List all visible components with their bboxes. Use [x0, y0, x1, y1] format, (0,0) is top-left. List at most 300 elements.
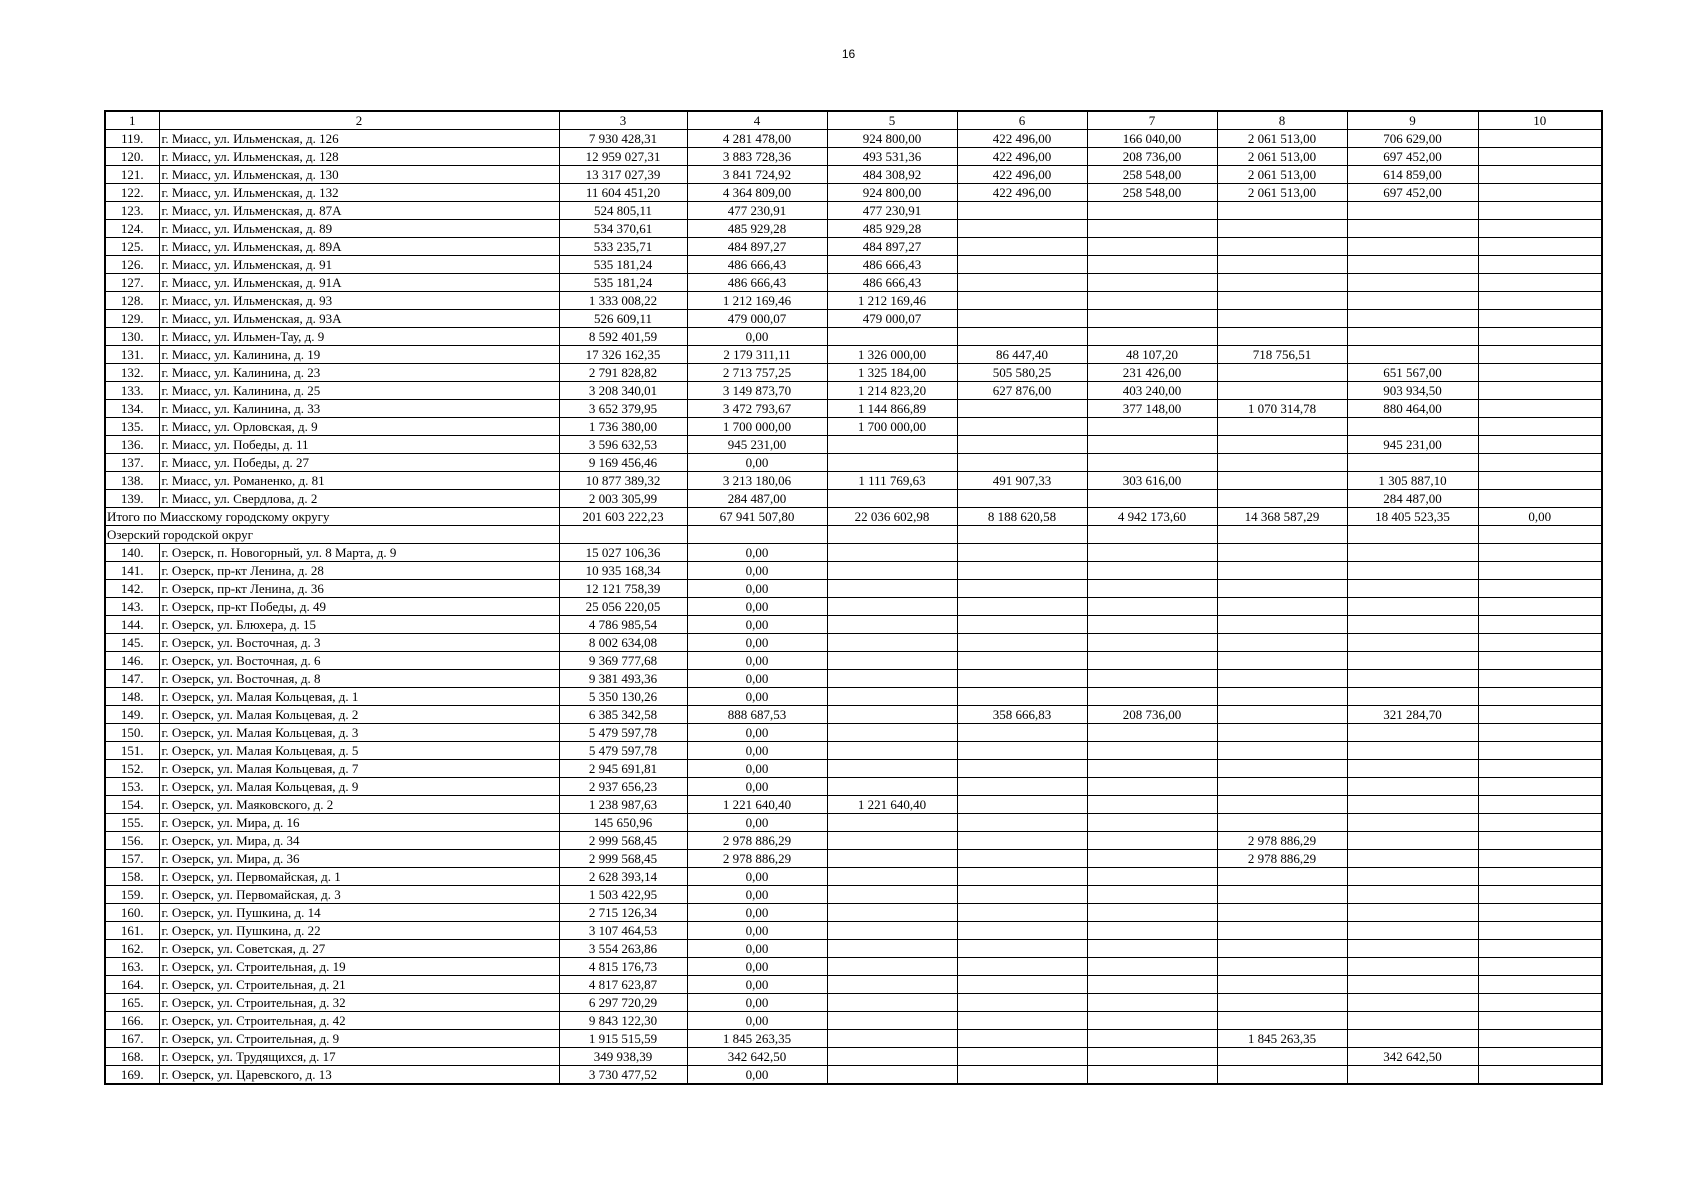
value-cell-col-3: 13 317 027,39 [559, 166, 687, 184]
value-cell-col-3: 524 805,11 [559, 202, 687, 220]
value-cell-col-4: 3 472 793,67 [687, 400, 827, 418]
value-cell-col-9 [1347, 796, 1478, 814]
value-cell-col-4: 945 231,00 [687, 436, 827, 454]
table-row [105, 436, 1602, 454]
value-cell-col-3: 6 385 342,58 [559, 706, 687, 724]
value-cell-col-4: 479 000,07 [687, 310, 827, 328]
address-cell: г. Миасс, ул. Калинина, д. 19 [159, 346, 559, 364]
value-cell-col-9 [1347, 922, 1478, 940]
table-row [105, 400, 1602, 418]
value-cell-col-9 [1347, 418, 1478, 436]
value-cell-col-6 [957, 490, 1087, 508]
value-cell-col-8 [1217, 634, 1347, 652]
value-cell-col-7 [1087, 490, 1217, 508]
value-cell-col-3: 145 650,96 [559, 814, 687, 832]
value-cell-col-6 [957, 922, 1087, 940]
address-cell: г. Озерск, ул. Пушкина, д. 22 [159, 922, 559, 940]
row-number: 124. [105, 220, 159, 238]
value-cell-col-5 [827, 616, 957, 634]
value-cell-col-4: 888 687,53 [687, 706, 827, 724]
value-cell-col-9 [1347, 670, 1478, 688]
value-cell-col-3: 5 350 130,26 [559, 688, 687, 706]
address-cell: г. Миасс, ул. Свердлова, д. 2 [159, 490, 559, 508]
value-cell-col-6: 627 876,00 [957, 382, 1087, 400]
table-row [105, 850, 1602, 868]
value-cell-col-4: 0,00 [687, 724, 827, 742]
value-cell-col-5: 1 212 169,46 [827, 292, 957, 310]
address-cell: г. Озерск, п. Новогорный, ул. 8 Марта, д. 9 [159, 544, 559, 562]
row-number: 152. [105, 760, 159, 778]
value-cell-col-7: 377 148,00 [1087, 400, 1217, 418]
row-number: 136. [105, 436, 159, 454]
value-cell-col-10 [1478, 526, 1602, 544]
row-number: 168. [105, 1048, 159, 1066]
value-cell-col-3: 2 999 568,45 [559, 850, 687, 868]
value-cell-col-9: 614 859,00 [1347, 166, 1478, 184]
table-row [105, 976, 1602, 994]
value-cell-col-7 [1087, 634, 1217, 652]
value-cell-col-6 [957, 940, 1087, 958]
value-cell-col-4: 4 364 809,00 [687, 184, 827, 202]
table-row [105, 652, 1602, 670]
value-cell-col-8: 2 061 513,00 [1217, 130, 1347, 148]
value-cell-col-8 [1217, 526, 1347, 544]
value-cell-col-9: 284 487,00 [1347, 490, 1478, 508]
table-row [105, 580, 1602, 598]
value-cell-col-10 [1478, 868, 1602, 886]
value-cell-col-3: 7 930 428,31 [559, 130, 687, 148]
row-number: 156. [105, 832, 159, 850]
value-cell-col-4: 0,00 [687, 904, 827, 922]
value-cell-col-7 [1087, 598, 1217, 616]
value-cell-col-3: 17 326 162,35 [559, 346, 687, 364]
value-cell-col-9 [1347, 238, 1478, 256]
value-cell-col-9 [1347, 688, 1478, 706]
value-cell-col-7 [1087, 796, 1217, 814]
total-label: Итого по Миасскому городскому округу [105, 508, 559, 526]
table-row [105, 220, 1602, 238]
table-row [105, 688, 1602, 706]
value-cell-col-9 [1347, 220, 1478, 238]
table-row [105, 148, 1602, 166]
value-cell-col-3: 25 056 220,05 [559, 598, 687, 616]
value-cell-col-5: 1 214 823,20 [827, 382, 957, 400]
value-cell-col-10 [1478, 400, 1602, 418]
table-row [105, 544, 1602, 562]
value-cell-col-5: 486 666,43 [827, 256, 957, 274]
value-cell-col-4: 0,00 [687, 868, 827, 886]
value-cell-col-3: 3 208 340,01 [559, 382, 687, 400]
column-header-2: 2 [159, 111, 559, 130]
row-number: 145. [105, 634, 159, 652]
table-row [105, 364, 1602, 382]
value-cell-col-3: 8 002 634,08 [559, 634, 687, 652]
value-cell-col-7 [1087, 274, 1217, 292]
value-cell-col-9 [1347, 652, 1478, 670]
value-cell-col-10 [1478, 832, 1602, 850]
value-cell-col-3: 5 479 597,78 [559, 724, 687, 742]
value-cell-col-9 [1347, 760, 1478, 778]
value-cell-col-8: 1 070 314,78 [1217, 400, 1347, 418]
value-cell-col-4: 1 845 263,35 [687, 1030, 827, 1048]
value-cell-col-7: 303 616,00 [1087, 472, 1217, 490]
value-cell-col-3: 12 121 758,39 [559, 580, 687, 598]
value-cell-col-7 [1087, 832, 1217, 850]
value-cell-col-4: 0,00 [687, 886, 827, 904]
table-row [105, 706, 1602, 724]
row-number: 146. [105, 652, 159, 670]
address-cell: г. Озерск, ул. Мира, д. 34 [159, 832, 559, 850]
value-cell-col-9: 1 305 887,10 [1347, 472, 1478, 490]
value-cell-col-5 [827, 544, 957, 562]
value-cell-col-7 [1087, 742, 1217, 760]
address-cell: г. Миасс, ул. Ильменская, д. 89 [159, 220, 559, 238]
value-cell-col-10 [1478, 544, 1602, 562]
column-header-1: 1 [105, 111, 159, 130]
value-cell-col-9 [1347, 292, 1478, 310]
value-cell-col-3: 533 235,71 [559, 238, 687, 256]
value-cell-col-6 [957, 454, 1087, 472]
value-cell-col-8 [1217, 382, 1347, 400]
row-number: 130. [105, 328, 159, 346]
address-cell: г. Озерск, ул. Пушкина, д. 14 [159, 904, 559, 922]
value-cell-col-3: 1 503 422,95 [559, 886, 687, 904]
value-cell-col-8 [1217, 220, 1347, 238]
value-cell-col-10 [1478, 418, 1602, 436]
address-cell: г. Миасс, ул. Калинина, д. 33 [159, 400, 559, 418]
row-number: 142. [105, 580, 159, 598]
address-cell: г. Озерск, ул. Малая Кольцевая, д. 3 [159, 724, 559, 742]
value-cell-col-3: 4 817 623,87 [559, 976, 687, 994]
address-cell: г. Озерск, ул. Восточная, д. 6 [159, 652, 559, 670]
value-cell-col-3: 3 596 632,53 [559, 436, 687, 454]
row-number: 148. [105, 688, 159, 706]
address-cell: г. Озерск, ул. Строительная, д. 9 [159, 1030, 559, 1048]
value-cell-col-10 [1478, 184, 1602, 202]
value-cell-col-9: 651 567,00 [1347, 364, 1478, 382]
value-cell-col-8 [1217, 904, 1347, 922]
row-number: 140. [105, 544, 159, 562]
value-cell-col-9 [1347, 940, 1478, 958]
value-cell-col-3: 4 815 176,73 [559, 958, 687, 976]
value-cell-col-9 [1347, 598, 1478, 616]
row-number: 147. [105, 670, 159, 688]
value-cell-col-6 [957, 634, 1087, 652]
value-cell-col-5 [827, 436, 957, 454]
row-number: 121. [105, 166, 159, 184]
table-row [105, 454, 1602, 472]
value-cell-col-7 [1087, 652, 1217, 670]
address-cell: г. Озерск, ул. Строительная, д. 21 [159, 976, 559, 994]
value-cell-col-5 [827, 922, 957, 940]
value-cell-col-9 [1347, 958, 1478, 976]
value-cell-col-4: 484 897,27 [687, 238, 827, 256]
value-cell-col-5: 479 000,07 [827, 310, 957, 328]
value-cell-col-6 [957, 814, 1087, 832]
value-cell-col-9 [1347, 868, 1478, 886]
value-cell-col-5 [827, 814, 957, 832]
value-cell-col-8 [1217, 454, 1347, 472]
value-cell-col-3: 10 935 168,34 [559, 562, 687, 580]
value-cell-col-6 [957, 832, 1087, 850]
value-cell-col-5: 1 325 184,00 [827, 364, 957, 382]
address-cell: г. Миасс, ул. Победы, д. 27 [159, 454, 559, 472]
value-cell-col-7 [1087, 850, 1217, 868]
value-cell-col-9 [1347, 310, 1478, 328]
row-number: 169. [105, 1066, 159, 1085]
address-cell: г. Озерск, ул. Мира, д. 36 [159, 850, 559, 868]
value-cell-col-7: 48 107,20 [1087, 346, 1217, 364]
value-cell-col-3: 9 369 777,68 [559, 652, 687, 670]
address-cell: г. Озерск, ул. Восточная, д. 8 [159, 670, 559, 688]
value-cell-col-4: 2 179 311,11 [687, 346, 827, 364]
column-header-5: 5 [827, 111, 957, 130]
value-cell-col-10 [1478, 814, 1602, 832]
value-cell-col-4 [687, 526, 827, 544]
value-cell-col-6 [957, 850, 1087, 868]
address-cell: г. Миасс, ул. Ильменская, д. 128 [159, 148, 559, 166]
value-cell-col-3: 6 297 720,29 [559, 994, 687, 1012]
row-number: 158. [105, 868, 159, 886]
table-row [105, 1048, 1602, 1066]
address-cell: г. Озерск, ул. Восточная, д. 3 [159, 634, 559, 652]
table-row [105, 238, 1602, 256]
row-number: 138. [105, 472, 159, 490]
value-cell-col-9 [1347, 544, 1478, 562]
value-cell-col-3: 535 181,24 [559, 274, 687, 292]
value-cell-col-5 [827, 454, 957, 472]
value-cell-col-8: 2 978 886,29 [1217, 832, 1347, 850]
value-cell-col-5 [827, 1012, 957, 1030]
address-cell: г. Озерск, ул. Блюхера, д. 15 [159, 616, 559, 634]
value-cell-col-5: 486 666,43 [827, 274, 957, 292]
value-cell-col-7 [1087, 1048, 1217, 1066]
value-cell-col-7 [1087, 328, 1217, 346]
value-cell-col-10 [1478, 958, 1602, 976]
value-cell-col-4: 0,00 [687, 922, 827, 940]
value-cell-col-8: 2 061 513,00 [1217, 184, 1347, 202]
value-cell-col-3: 5 479 597,78 [559, 742, 687, 760]
value-cell-col-5 [827, 688, 957, 706]
value-cell-col-10 [1478, 742, 1602, 760]
value-cell-col-6 [957, 742, 1087, 760]
row-number: 133. [105, 382, 159, 400]
value-cell-col-7 [1087, 976, 1217, 994]
value-cell-col-3: 2 937 656,23 [559, 778, 687, 796]
value-cell-col-6: 491 907,33 [957, 472, 1087, 490]
value-cell-col-9 [1347, 886, 1478, 904]
value-cell-col-4: 0,00 [687, 1012, 827, 1030]
row-number: 134. [105, 400, 159, 418]
value-cell-col-9 [1347, 1066, 1478, 1085]
value-cell-col-6 [957, 886, 1087, 904]
row-number: 157. [105, 850, 159, 868]
value-cell-col-6 [957, 400, 1087, 418]
value-cell-col-10 [1478, 940, 1602, 958]
address-cell: г. Миасс, ул. Ильменская, д. 130 [159, 166, 559, 184]
value-cell-col-6 [957, 688, 1087, 706]
value-cell-col-10 [1478, 976, 1602, 994]
address-cell: г. Миасс, ул. Ильменская, д. 132 [159, 184, 559, 202]
value-cell-col-4: 0,00 [687, 670, 827, 688]
value-cell-col-10 [1478, 454, 1602, 472]
value-cell-col-7 [1087, 544, 1217, 562]
row-number: 126. [105, 256, 159, 274]
value-cell-col-5 [827, 328, 957, 346]
value-cell-col-5: 493 531,36 [827, 148, 957, 166]
table-row [105, 940, 1602, 958]
value-cell-col-7 [1087, 922, 1217, 940]
value-cell-col-3: 1 915 515,59 [559, 1030, 687, 1048]
value-cell-col-9 [1347, 346, 1478, 364]
value-cell-col-9 [1347, 724, 1478, 742]
value-cell-col-8 [1217, 742, 1347, 760]
value-cell-col-6 [957, 580, 1087, 598]
address-cell: г. Миасс, ул. Ильменская, д. 126 [159, 130, 559, 148]
value-cell-col-8: 2 061 513,00 [1217, 166, 1347, 184]
value-cell-col-10 [1478, 796, 1602, 814]
value-cell-col-4: 3 883 728,36 [687, 148, 827, 166]
value-cell-col-3: 11 604 451,20 [559, 184, 687, 202]
value-cell-col-4: 67 941 507,80 [687, 508, 827, 526]
value-cell-col-8 [1217, 274, 1347, 292]
value-cell-col-9 [1347, 742, 1478, 760]
row-number: 122. [105, 184, 159, 202]
row-number: 150. [105, 724, 159, 742]
table-row [105, 490, 1602, 508]
value-cell-col-5 [827, 760, 957, 778]
value-cell-col-4: 486 666,43 [687, 274, 827, 292]
value-cell-col-4: 0,00 [687, 580, 827, 598]
table-row [105, 292, 1602, 310]
value-cell-col-4: 342 642,50 [687, 1048, 827, 1066]
row-number: 120. [105, 148, 159, 166]
row-number: 159. [105, 886, 159, 904]
value-cell-col-4: 477 230,91 [687, 202, 827, 220]
value-cell-col-5 [827, 670, 957, 688]
value-cell-col-6 [957, 670, 1087, 688]
value-cell-col-5: 477 230,91 [827, 202, 957, 220]
value-cell-col-8 [1217, 940, 1347, 958]
address-cell: г. Миасс, ул. Ильменская, д. 87А [159, 202, 559, 220]
value-cell-col-3: 2 715 126,34 [559, 904, 687, 922]
column-header-7: 7 [1087, 111, 1217, 130]
value-cell-col-5: 1 326 000,00 [827, 346, 957, 364]
value-cell-col-6 [957, 238, 1087, 256]
value-cell-col-6 [957, 958, 1087, 976]
row-number: 167. [105, 1030, 159, 1048]
value-cell-col-6: 358 666,83 [957, 706, 1087, 724]
address-cell: г. Миасс, ул. Ильмен-Тау, д. 9 [159, 328, 559, 346]
value-cell-col-4: 0,00 [687, 688, 827, 706]
value-cell-col-10 [1478, 220, 1602, 238]
value-cell-col-9: 321 284,70 [1347, 706, 1478, 724]
value-cell-col-7 [1087, 580, 1217, 598]
value-cell-col-8 [1217, 1066, 1347, 1085]
value-cell-col-6 [957, 436, 1087, 454]
value-cell-col-5: 484 897,27 [827, 238, 957, 256]
value-cell-col-3: 9 843 122,30 [559, 1012, 687, 1030]
value-cell-col-3: 1 333 008,22 [559, 292, 687, 310]
value-cell-col-9 [1347, 832, 1478, 850]
value-cell-col-9 [1347, 580, 1478, 598]
row-number: 165. [105, 994, 159, 1012]
value-cell-col-3: 10 877 389,32 [559, 472, 687, 490]
value-cell-col-6: 8 188 620,58 [957, 508, 1087, 526]
value-cell-col-6 [957, 868, 1087, 886]
value-cell-col-10 [1478, 472, 1602, 490]
value-cell-col-10 [1478, 148, 1602, 166]
value-cell-col-6 [957, 220, 1087, 238]
value-cell-col-4: 0,00 [687, 616, 827, 634]
value-cell-col-10 [1478, 670, 1602, 688]
value-cell-col-5: 1 111 769,63 [827, 472, 957, 490]
table-row [105, 274, 1602, 292]
value-cell-col-6 [957, 796, 1087, 814]
value-cell-col-4: 284 487,00 [687, 490, 827, 508]
value-cell-col-5 [827, 724, 957, 742]
value-cell-col-4: 3 149 873,70 [687, 382, 827, 400]
table-row [105, 814, 1602, 832]
value-cell-col-5 [827, 526, 957, 544]
address-cell: г. Миасс, ул. Орловская, д. 9 [159, 418, 559, 436]
address-cell: г. Озерск, ул. Первомайская, д. 3 [159, 886, 559, 904]
value-cell-col-7 [1087, 454, 1217, 472]
address-cell: г. Миасс, ул. Романенко, д. 81 [159, 472, 559, 490]
value-cell-col-8 [1217, 1012, 1347, 1030]
value-cell-col-7 [1087, 778, 1217, 796]
value-cell-col-10 [1478, 562, 1602, 580]
address-cell: г. Миасс, ул. Калинина, д. 23 [159, 364, 559, 382]
value-cell-col-8 [1217, 238, 1347, 256]
value-cell-col-10 [1478, 1030, 1602, 1048]
address-cell: г. Озерск, ул. Мира, д. 16 [159, 814, 559, 832]
value-cell-col-3: 4 786 985,54 [559, 616, 687, 634]
value-cell-col-9 [1347, 634, 1478, 652]
value-cell-col-10: 0,00 [1478, 508, 1602, 526]
row-number: 151. [105, 742, 159, 760]
address-cell: г. Озерск, пр-кт Победы, д. 49 [159, 598, 559, 616]
row-number: 166. [105, 1012, 159, 1030]
value-cell-col-4: 0,00 [687, 598, 827, 616]
value-cell-col-5 [827, 958, 957, 976]
row-number: 127. [105, 274, 159, 292]
value-cell-col-7: 166 040,00 [1087, 130, 1217, 148]
table-header-row [105, 111, 1602, 130]
value-cell-col-8 [1217, 994, 1347, 1012]
value-cell-col-5 [827, 562, 957, 580]
value-cell-col-10 [1478, 292, 1602, 310]
value-cell-col-5 [827, 886, 957, 904]
table-row [105, 1066, 1602, 1085]
value-cell-col-6 [957, 598, 1087, 616]
table-row [105, 616, 1602, 634]
value-cell-col-4: 0,00 [687, 1066, 827, 1085]
value-cell-col-7 [1087, 310, 1217, 328]
value-cell-col-8: 2 978 886,29 [1217, 850, 1347, 868]
value-cell-col-7: 258 548,00 [1087, 166, 1217, 184]
value-cell-col-9 [1347, 976, 1478, 994]
value-cell-col-10 [1478, 238, 1602, 256]
table-row [105, 1030, 1602, 1048]
value-cell-col-10 [1478, 598, 1602, 616]
value-cell-col-3: 526 609,11 [559, 310, 687, 328]
table-body [105, 111, 1602, 1084]
value-cell-col-10 [1478, 166, 1602, 184]
value-cell-col-4: 2 978 886,29 [687, 850, 827, 868]
value-cell-col-3: 535 181,24 [559, 256, 687, 274]
column-header-6: 6 [957, 111, 1087, 130]
